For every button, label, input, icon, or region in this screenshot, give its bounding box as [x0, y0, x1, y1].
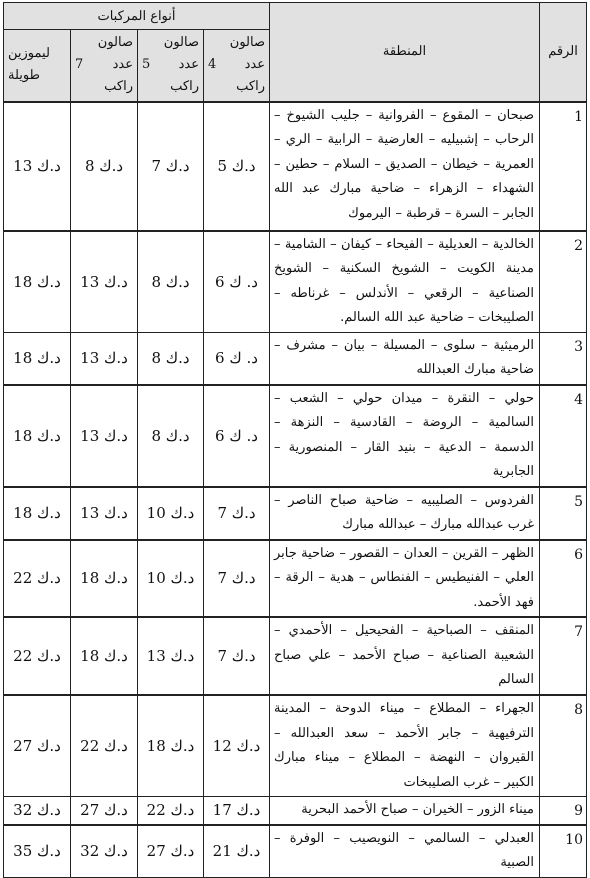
vehicle-header-limousine: ليموزين طويلة [4, 30, 71, 102]
area-list: المنقف – الصباحية – الفحيحيل – الأحمدي – الشعيبة الصناعية – صباح الأحمد – علي صباح السالم [270, 617, 540, 695]
price-7-seat: 27 د.ك [71, 797, 138, 825]
price-7-seat: 18 د.ك [71, 540, 138, 618]
vehicle-header-5-seat: صالون عدد 5 راكب [138, 30, 204, 102]
price-limousine: 35 د.ك [4, 825, 71, 878]
price-limousine: 22 د.ك [4, 617, 71, 695]
price-5-seat: 10 د.ك [138, 487, 204, 540]
price-limousine: 18 د.ك [4, 385, 71, 487]
price-5-seat: 8 د.ك [138, 231, 204, 333]
row-number: 8 [540, 695, 587, 797]
area-list: الرميثية – سلوى – المسيلة – بيان – مشرف – ضاحية مبارك العبدالله [270, 332, 540, 385]
price-4-seat: 7 د.ك [204, 617, 270, 695]
row-number: 9 [540, 797, 587, 825]
row-number: 6 [540, 540, 587, 618]
row-number: 10 [540, 825, 587, 878]
price-4-seat: 7 د.ك [204, 487, 270, 540]
price-7-seat: 22 د.ك [71, 695, 138, 797]
price-5-seat: 22 د.ك [138, 797, 204, 825]
row-number: 4 [540, 385, 587, 487]
price-limousine: 32 د.ك [4, 797, 71, 825]
price-limousine: 18 د.ك [4, 487, 71, 540]
price-4-seat: 7 د.ك [204, 540, 270, 618]
row-number: 2 [540, 231, 587, 333]
price-7-seat: 8 د.ك [71, 102, 138, 231]
vehicle-types-header: أنواع المركبات [4, 3, 270, 30]
price-7-seat: 13 د.ك [71, 487, 138, 540]
number-header: الرقم [540, 3, 587, 102]
price-5-seat: 27 د.ك [138, 825, 204, 878]
row-number: 3 [540, 332, 587, 385]
area-list: الخالدية – العديلية – الفيحاء – كيفان – الشامية – مدينة الكويت – الشويخ السكنية – الشويخ الصناعية – الرقعي – الأندلس – غرناطه – الصليبخات – ضاحية عبد الله السالم. [270, 231, 540, 333]
area-list: الفردوس – الصليبيه – ضاحية صباح الناصر – غرب عبدالله مبارك – عبدالله مبارك [270, 487, 540, 540]
price-4-seat: 17 د.ك [204, 797, 270, 825]
vehicle-header-7-seat: صالون عدد 7 راكب [71, 30, 138, 102]
price-7-seat: 13 د.ك [71, 385, 138, 487]
price-4-seat: 21 د.ك [204, 825, 270, 878]
price-limousine: 18 د.ك [4, 231, 71, 333]
area-list: الجهراء – المطلاع – ميناء الدوحة – المدينة الترفيهية – جابر الأحمد – سعد العبدالله – القيروان – النهضة – المطلاع – ميناء مبارك الكبير – غرب الصليبخات [270, 695, 540, 797]
price-limousine: 22 د.ك [4, 540, 71, 618]
price-4-seat: 6 د. ك [204, 332, 270, 385]
price-limousine: 18 د.ك [4, 332, 71, 385]
price-5-seat: 10 د.ك [138, 540, 204, 618]
area-list: ميناء الزور – الخيران – صباح الأحمد البحرية [270, 797, 540, 825]
price-5-seat: 8 د.ك [138, 385, 204, 487]
row-number: 7 [540, 617, 587, 695]
area-list: حولي – النقرة – ميدان حولي – الشعب – السالمية – الروضة – القادسية – النزهة – الدسمة – الدعية – بنيد القار – المنصورية – الجابرية [270, 385, 540, 487]
price-4-seat: 12 د.ك [204, 695, 270, 797]
price-4-seat: 6 د. ك [204, 231, 270, 333]
row-number: 1 [540, 102, 587, 231]
price-7-seat: 18 د.ك [71, 617, 138, 695]
row-number: 5 [540, 487, 587, 540]
price-limousine: 27 د.ك [4, 695, 71, 797]
price-5-seat: 13 د.ك [138, 617, 204, 695]
price-5-seat: 7 د.ك [138, 102, 204, 231]
area-header: المنطقة [270, 3, 540, 102]
area-list: الظهر – القرين – العدان – القصور – ضاحية جابر العلي – الفنيطيس – الفنطاس – هدية – الرقة – فهد الأحمد. [270, 540, 540, 618]
price-4-seat: 5 د.ك [204, 102, 270, 231]
price-7-seat: 13 د.ك [71, 231, 138, 333]
vehicle-header-4-seat: صالون عدد 4 راكب [204, 30, 270, 102]
price-7-seat: 32 د.ك [71, 825, 138, 878]
price-5-seat: 8 د.ك [138, 332, 204, 385]
price-5-seat: 18 د.ك [138, 695, 204, 797]
area-list: صبحان – المقوع – الفروانية – جليب الشيوخ – الرحاب – إشبيليه – العارضية – الرابية – الري – العمرية – خيطان – الصديق – السلام – حطين – الشهداء – الزهراء – ضاحية مبارك عبد الله الجابر – السرة – قرطبة – اليرموك [270, 102, 540, 231]
fare-table [3, 2, 587, 878]
price-limousine: 13 د.ك [4, 102, 71, 231]
price-4-seat: 6 د. ك [204, 385, 270, 487]
area-list: العبدلي – السالمي – النويصيب – الوفرة – الصبية [270, 825, 540, 878]
price-7-seat: 13 د.ك [71, 332, 138, 385]
